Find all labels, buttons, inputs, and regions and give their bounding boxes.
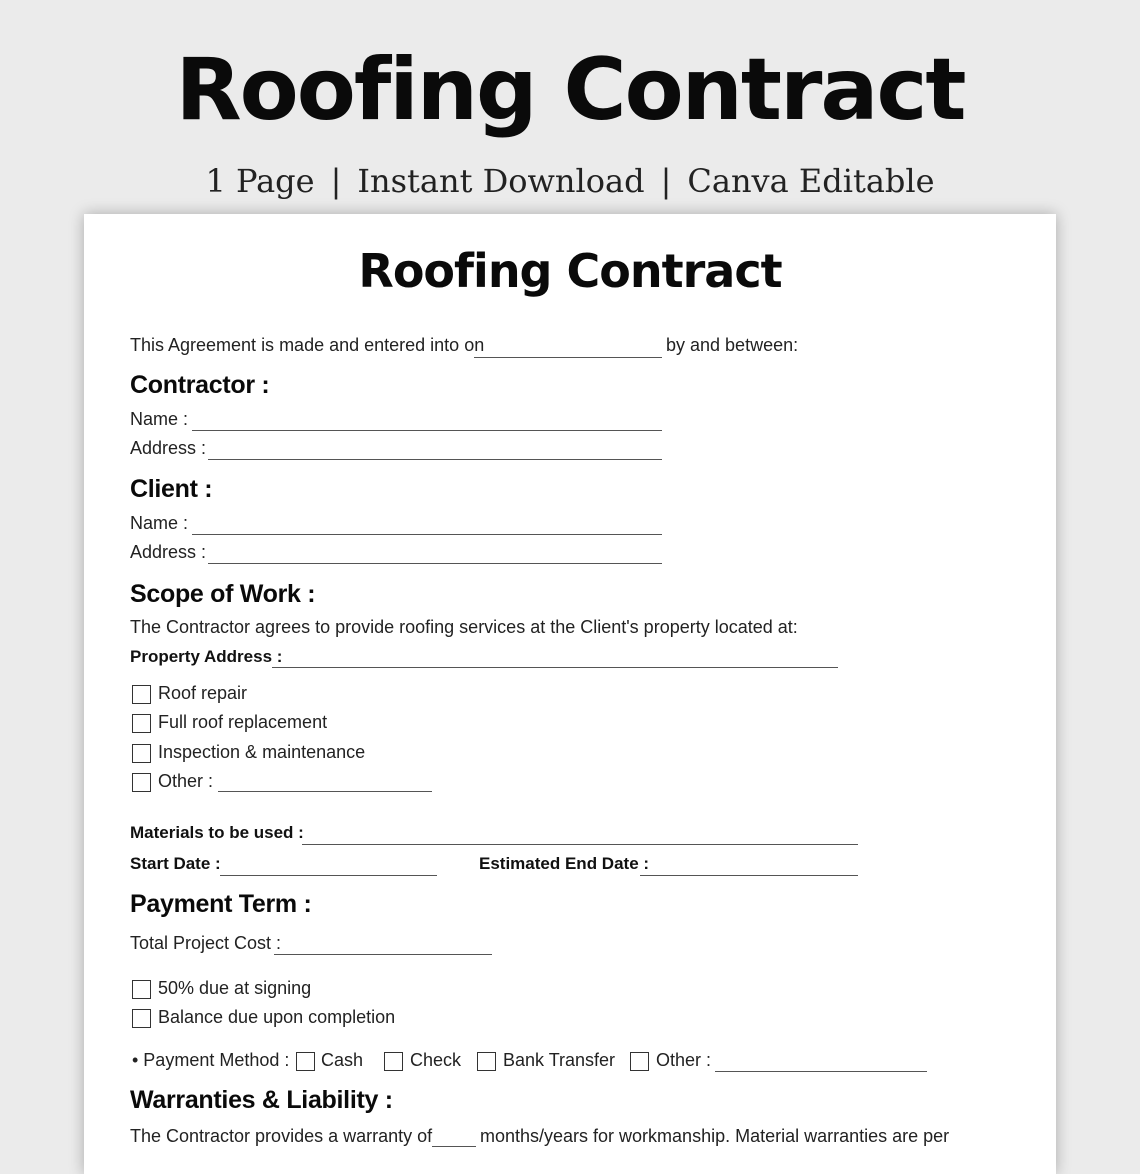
scope-text: The Contractor agrees to provide roofing services at the Client's property located at:	[130, 617, 798, 637]
other-method-label: Other :	[656, 1050, 712, 1070]
client-address-label: Address :	[130, 542, 207, 562]
cash-label: Cash	[321, 1050, 364, 1070]
contractor-address-label: Address :	[130, 438, 207, 458]
check-checkbox[interactable]	[384, 1052, 403, 1071]
subtitle-separator: |	[330, 162, 342, 200]
warranty-text-end: months/years for workmanship. Material warranties are per	[480, 1126, 950, 1146]
check-label: Check	[410, 1050, 462, 1070]
agreement-date-field[interactable]	[474, 357, 662, 358]
materials-label: Materials to be used :	[130, 823, 304, 842]
subtitle-download: Instant Download	[357, 162, 645, 200]
full-replacement-label: Full roof replacement	[158, 712, 328, 732]
payment-heading: Payment Term :	[130, 890, 312, 918]
materials-field[interactable]	[302, 844, 858, 845]
end-date-label: Estimated End Date :	[479, 854, 650, 873]
balance-checkbox[interactable]	[132, 1009, 151, 1028]
client-name-label: Name :	[130, 513, 189, 533]
start-date-label: Start Date :	[130, 854, 221, 873]
scope-heading: Scope of Work :	[130, 580, 316, 608]
contractor-name-label: Name :	[130, 409, 189, 429]
cash-checkbox[interactable]	[296, 1052, 315, 1071]
inspection-checkbox[interactable]	[132, 744, 151, 763]
client-heading: Client :	[130, 475, 213, 503]
document-title: Roofing Contract	[358, 244, 782, 298]
subtitle-pages: 1 Page	[205, 162, 315, 200]
other-scope-label: Other :	[158, 771, 214, 791]
client-address-field[interactable]	[208, 563, 662, 564]
contract-sheet	[84, 214, 1056, 1174]
subtitle-separator: |	[660, 162, 672, 200]
bank-transfer-label: Bank Transfer	[503, 1050, 616, 1070]
end-date-field[interactable]	[640, 875, 858, 876]
property-address-field[interactable]	[272, 667, 838, 668]
hero-title: Roofing Contract	[175, 40, 965, 140]
warranty-heading: Warranties & Liability :	[130, 1086, 393, 1114]
intro-text-end: by and between:	[666, 335, 799, 355]
contractor-heading: Contractor :	[130, 371, 270, 399]
intro-text: This Agreement is made and entered into on	[130, 335, 485, 355]
warranty-text: The Contractor provides a warranty of	[130, 1126, 433, 1146]
roof-repair-label: Roof repair	[158, 683, 248, 703]
subtitle-editable: Canva Editable	[687, 162, 935, 200]
hero-subtitle	[0, 160, 1140, 202]
other-method-checkbox[interactable]	[630, 1052, 649, 1071]
inspection-label: Inspection & maintenance	[158, 742, 366, 762]
deposit-checkbox[interactable]	[132, 980, 151, 999]
bank-transfer-checkbox[interactable]	[477, 1052, 496, 1071]
contractor-address-field[interactable]	[208, 459, 662, 460]
property-address-label: Property Address :	[130, 647, 283, 666]
full-replacement-checkbox[interactable]	[132, 714, 151, 733]
warranty-period-field[interactable]	[432, 1146, 476, 1147]
roof-repair-checkbox[interactable]	[132, 685, 151, 704]
other-scope-field[interactable]	[218, 791, 432, 792]
total-cost-field[interactable]	[274, 954, 492, 955]
start-date-field[interactable]	[220, 875, 437, 876]
payment-method-label: • Payment Method :	[132, 1050, 290, 1070]
balance-label: Balance due upon completion	[158, 1007, 396, 1027]
client-name-field[interactable]	[192, 534, 662, 535]
other-scope-checkbox[interactable]	[132, 773, 151, 792]
contractor-name-field[interactable]	[192, 430, 662, 431]
other-method-field[interactable]	[715, 1071, 927, 1072]
total-cost-label: Total Project Cost :	[130, 933, 282, 953]
deposit-label: 50% due at signing	[158, 978, 312, 998]
